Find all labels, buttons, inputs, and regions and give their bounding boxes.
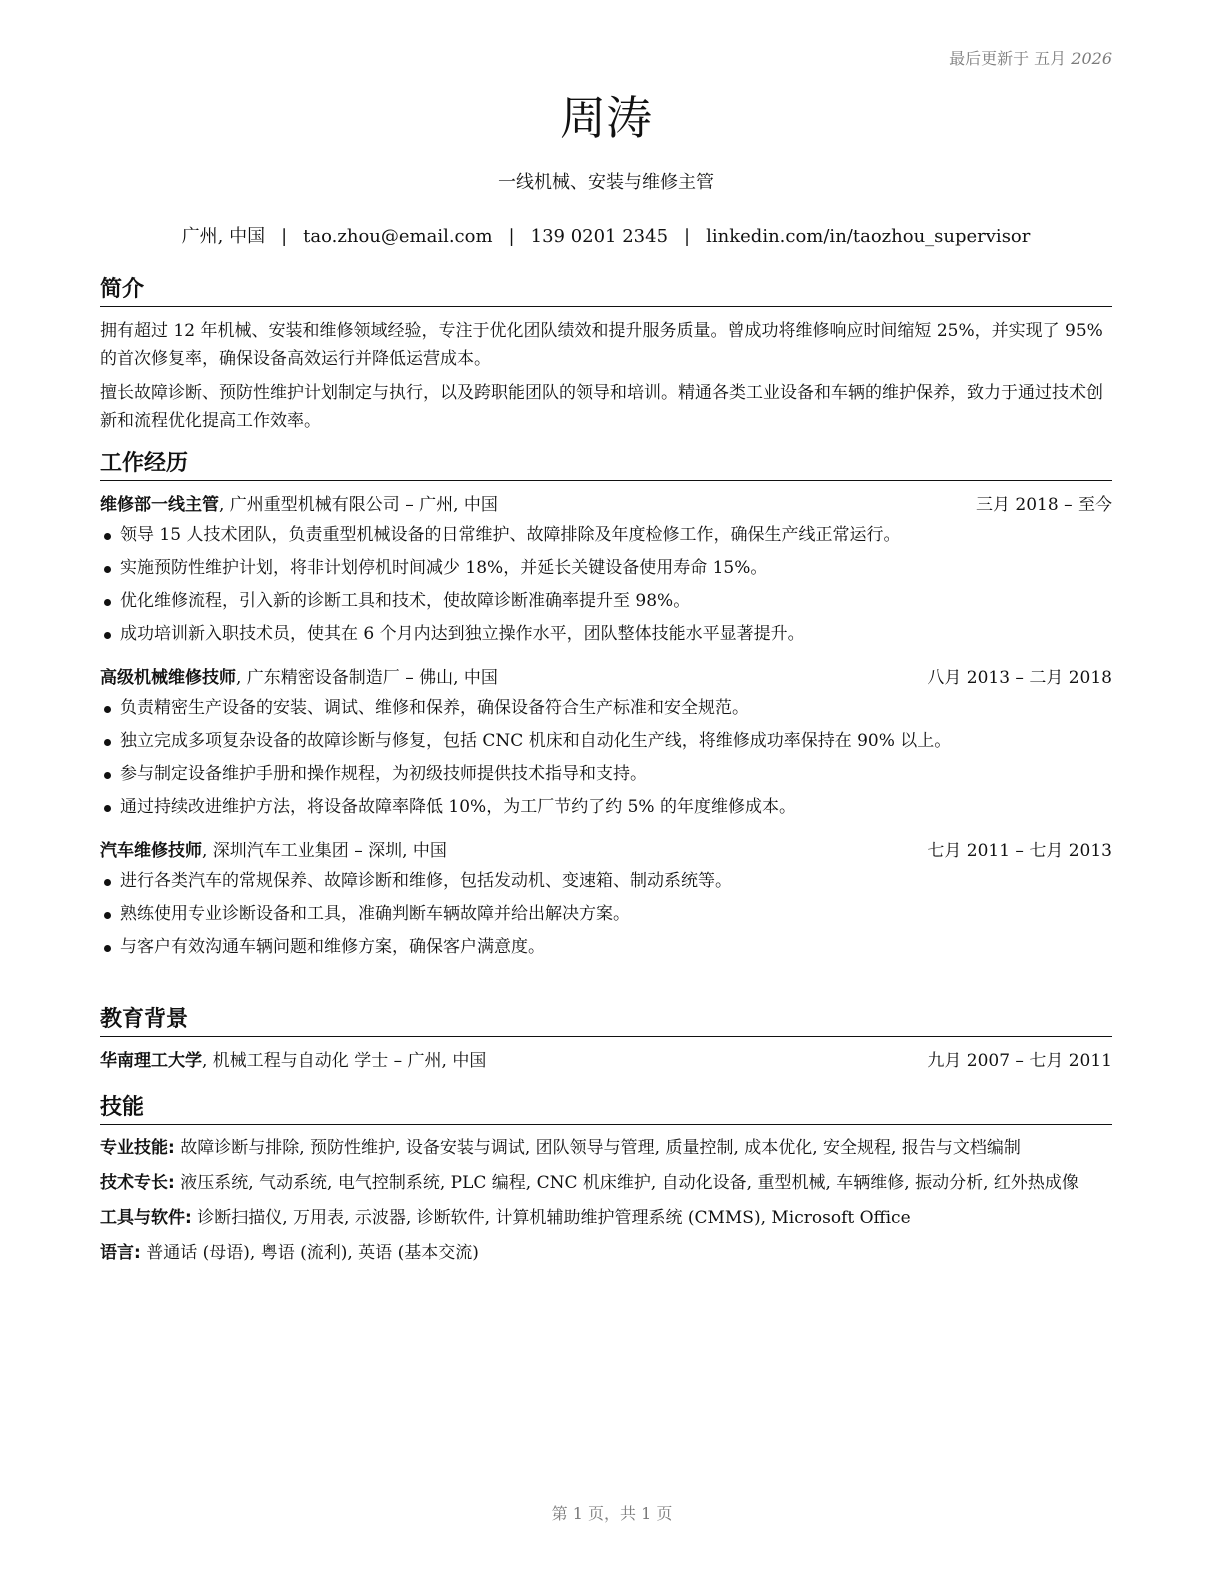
- job-entry: [100, 837, 1112, 961]
- education-school: 华南理工大学: [100, 1051, 202, 1071]
- job-bullet: 领导 15 人技术团队，负责重型机械设备的日常维护、故障排除及年度检修工作，确保生产线正常运行。: [100, 522, 1112, 549]
- summary-paragraph: 擅长故障诊断、预防性维护计划制定与执行，以及跨职能团队的领导和培训。精通各类工业设备和车辆的维护保养，致力于通过技术创新和流程优化提高工作效率。: [100, 383, 1103, 431]
- job-header: [100, 837, 1112, 865]
- education-section: [100, 1006, 1112, 1075]
- summary-title: 简介: [100, 276, 1112, 307]
- job-bullet: 通过持续改进维护方法，将设备故障率降低 10%，为工厂节约了约 5% 的年度维修成本。: [100, 794, 1112, 821]
- contact-line: [100, 224, 1112, 250]
- skill-label: 专业技能:: [100, 1138, 175, 1158]
- last-updated-prefix: 最后更新于: [949, 49, 1030, 68]
- contact-phone[interactable]: 139 0201 2345: [530, 226, 669, 247]
- job-role-org: [100, 837, 447, 865]
- experience-section: [100, 450, 1112, 977]
- job-header: [100, 491, 1112, 519]
- job-entry: [100, 664, 1112, 821]
- page-footer: 第 1 页，共 1 页: [551, 1504, 673, 1523]
- job-header: [100, 664, 1112, 692]
- summary-paragraph: 拥有超过 12 年机械、安装和维修领域经验，专注于优化团队绩效和提升服务质量。曾成功将维修响应时间缩短 25%，并实现了 95% 的首次修复率，确保设备高效运行并降低运营成本。: [100, 321, 1103, 369]
- job-bullet: 优化维修流程，引入新的诊断工具和技术，使故障诊断准确率提升至 98%。: [100, 588, 1112, 615]
- education-dates: 九月 2007 – 七月 2011: [927, 1051, 1112, 1071]
- job-bullet: 与客户有效沟通车辆问题和维修方案，确保客户满意度。: [100, 934, 1112, 961]
- skill-label: 语言:: [100, 1243, 141, 1263]
- skill-row: [100, 1240, 1112, 1266]
- job-bullet: 负责精密生产设备的安装、调试、维修和保养，确保设备符合生产标准和安全规范。: [100, 695, 1112, 722]
- contact-email[interactable]: tao.zhou@email.com: [303, 226, 493, 247]
- job-role: 高级机械维修技师: [100, 668, 236, 688]
- candidate-name: 周涛: [560, 91, 652, 145]
- skill-row: [100, 1170, 1112, 1196]
- education-entry: [100, 1047, 1112, 1075]
- skill-row: [100, 1135, 1112, 1161]
- job-role-org: [100, 664, 498, 692]
- job-bullets: [100, 868, 1112, 961]
- job-bullet: 进行各类汽车的常规保养、故障诊断和维修，包括发动机、变速箱、制动系统等。: [100, 868, 1112, 895]
- contact-linkedin[interactable]: linkedin.com/in/taozhou_supervisor: [706, 226, 1031, 247]
- skill-row: [100, 1205, 1112, 1231]
- skill-label: 技术专长:: [100, 1173, 175, 1193]
- job-bullet: 参与制定设备维护手册和操作规程，为初级技师提供技术指导和支持。: [100, 761, 1112, 788]
- job-role: 维修部一线主管: [100, 495, 219, 515]
- job-dates: 八月 2013 – 二月 2018: [927, 668, 1112, 688]
- skill-value: 液压系统, 气动系统, 电气控制系统, PLC 编程, CNC 机床维护, 自动化设备, 重型机械, 车辆维修, 振动分析, 红外热成像: [174, 1173, 1079, 1193]
- skill-value: 诊断扫描仪, 万用表, 示波器, 诊断软件, 计算机辅助维护管理系统 (CMMS), Microsoft Office: [191, 1208, 911, 1228]
- job-entry: [100, 491, 1112, 648]
- job-bullets: [100, 522, 1112, 648]
- skill-label: 工具与软件:: [100, 1208, 192, 1228]
- skills-title: 技能: [100, 1094, 1112, 1125]
- job-org: , 深圳汽车工业集团 – 深圳, 中国: [202, 841, 447, 861]
- job-bullet: 独立完成多项复杂设备的故障诊断与修复，包括 CNC 机床和自动化生产线，将维修成功率保持在 90% 以上。: [100, 728, 1112, 755]
- skills-section: [100, 1094, 1112, 1275]
- job-dates: 七月 2011 – 七月 2013: [927, 841, 1112, 861]
- skill-value: 普通话 (母语), 粤语 (流利), 英语 (基本交流): [140, 1243, 479, 1263]
- contact-location: 广州, 中国: [181, 226, 266, 247]
- job-role: 汽车维修技师: [100, 841, 202, 861]
- education-school-detail: [100, 1047, 486, 1075]
- last-updated-month: 五月: [1034, 49, 1067, 68]
- education-title: 教育背景: [100, 1006, 1112, 1037]
- candidate-headline: 一线机械、安装与维修主管: [498, 172, 714, 193]
- last-updated: [949, 46, 1112, 69]
- job-bullet: 熟练使用专业诊断设备和工具，准确判断车辆故障并给出解决方案。: [100, 901, 1112, 928]
- education-detail: , 机械工程与自动化 学士 – 广州, 中国: [202, 1051, 487, 1071]
- contact-separator: |: [684, 226, 691, 247]
- job-role-org: [100, 491, 498, 519]
- job-org: , 广东精密设备制造厂 – 佛山, 中国: [236, 668, 498, 688]
- contact-separator: |: [281, 226, 288, 247]
- job-org: , 广州重型机械有限公司 – 广州, 中国: [219, 495, 498, 515]
- contact-separator: |: [508, 226, 515, 247]
- job-bullet: 成功培训新入职技术员，使其在 6 个月内达到独立操作水平，团队整体技能水平显著提升。: [100, 621, 1112, 648]
- skill-value: 故障诊断与排除, 预防性维护, 设备安装与调试, 团队领导与管理, 质量控制, 成本优化, 安全规程, 报告与文档编制: [174, 1138, 1021, 1158]
- job-bullets: [100, 695, 1112, 821]
- job-bullet: 实施预防性维护计划，将非计划停机时间减少 18%，并延长关键设备使用寿命 15%。: [100, 555, 1112, 582]
- job-dates: 三月 2018 – 至今: [976, 495, 1112, 515]
- summary-section: [100, 276, 1112, 441]
- last-updated-year: 2026: [1071, 49, 1112, 68]
- experience-title: 工作经历: [100, 450, 1112, 481]
